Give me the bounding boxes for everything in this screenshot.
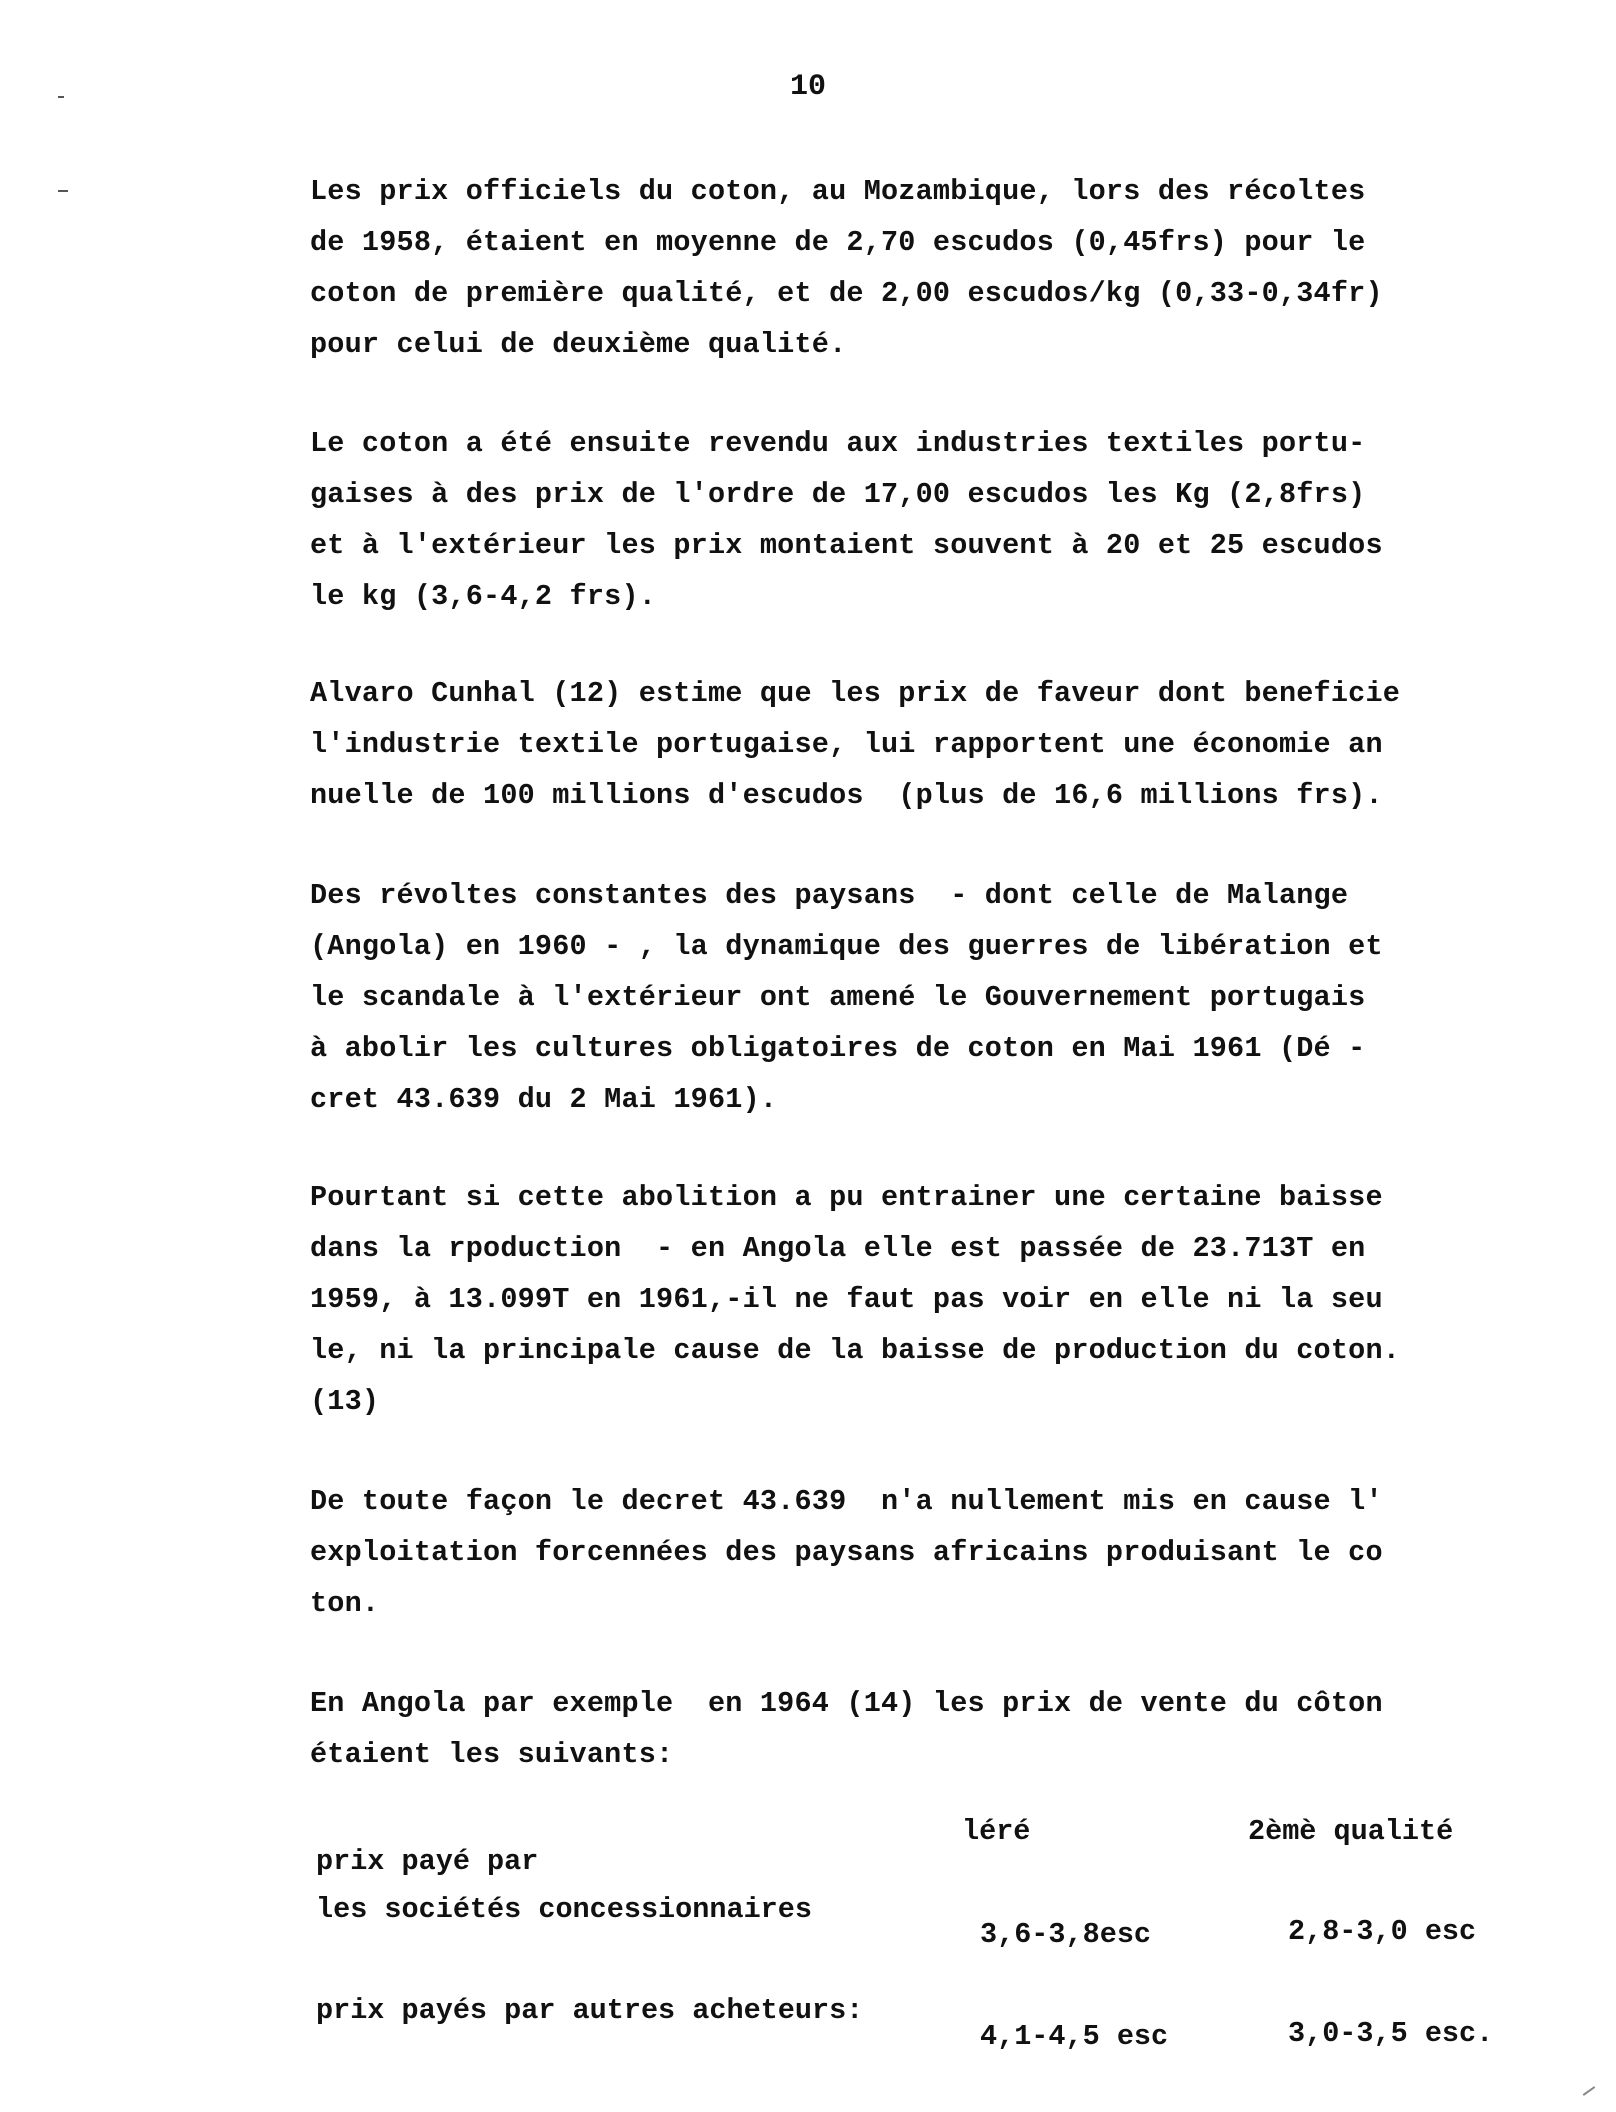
text-line: ton. — [310, 1587, 380, 1620]
text-line: coton de première qualité, et de 2,00 escudos/kg (0,33-0,34fr) — [310, 277, 1383, 310]
table-cell: 2,8-3,0 esc — [1288, 1915, 1477, 1948]
text-line: Alvaro Cunhal (12) estime que les prix de faveur dont beneficie — [310, 677, 1401, 710]
corner-mark — [1583, 2086, 1596, 2096]
table-header-first-quality: léré — [962, 1815, 1031, 1848]
paragraph — [310, 166, 1610, 370]
text-line: le scandale à l'extérieur ont amené le Gouvernement portugais — [310, 981, 1366, 1014]
text-line: nuelle de 100 millions d'escudos (plus de 16,6 millions frs). — [310, 779, 1383, 812]
text-line: 1959, à 13.099T en 1961,-il ne faut pas voir en elle ni la seu — [310, 1283, 1383, 1316]
table-cell: 3,0-3,5 esc. — [1288, 2017, 1494, 2050]
text-line: l'industrie textile portugaise, lui rapportent une économie an — [310, 728, 1383, 761]
text-line: le, ni la principale cause de la baisse de production du coton. — [310, 1334, 1401, 1367]
paragraph — [310, 1476, 1610, 1629]
text-line: De toute façon le decret 43.639 n'a nullement mis en cause l' — [310, 1485, 1383, 1518]
text-line: Le coton a été ensuite revendu aux industries textiles portu- — [310, 427, 1366, 460]
text-line: Pourtant si cette abolition a pu entrainer une certaine baisse — [310, 1181, 1383, 1214]
paragraph — [310, 418, 1610, 622]
text-line: cret 43.639 du 2 Mai 1961). — [310, 1083, 778, 1116]
paragraph — [310, 668, 1610, 821]
text-line: En Angola par exemple en 1964 (14) les prix de vente du côton — [310, 1687, 1383, 1720]
text-line: étaient les suivants: — [310, 1738, 674, 1771]
text-line: à abolir les cultures obligatoires de coton en Mai 1961 (Dé - — [310, 1032, 1366, 1065]
table-cell: 4,1-4,5 esc — [980, 2020, 1169, 2053]
table-row-label: prix payés par autres acheteurs: — [316, 1994, 864, 2027]
text-line: de 1958, étaient en moyenne de 2,70 escudos (0,45frs) pour le — [310, 226, 1366, 259]
paragraph — [310, 870, 1610, 1125]
text-line: gaises à des prix de l'ordre de 17,00 escudos les Kg (2,8frs) — [310, 478, 1366, 511]
page-number: 10 — [789, 70, 826, 104]
text-line: dans la rpoduction - en Angola elle est passée de 23.713T en — [310, 1232, 1366, 1265]
text-line: Des révoltes constantes des paysans - dont celle de Malange — [310, 879, 1349, 912]
text-line: et à l'extérieur les prix montaient souvent à 20 et 25 escudos — [310, 529, 1383, 562]
paragraph — [310, 1678, 1610, 1780]
text-line: Les prix officiels du coton, au Mozambique, lors des récoltes — [310, 175, 1366, 208]
table-row-label: prix payé par — [316, 1845, 539, 1878]
table-cell: 3,6-3,8esc — [980, 1918, 1152, 1951]
margin-mark — [58, 96, 64, 98]
text-line: (Angola) en 1960 - , la dynamique des guerres de libération et — [310, 930, 1383, 963]
paragraph — [310, 1172, 1610, 1427]
text-line: le kg (3,6-4,2 frs). — [310, 580, 657, 613]
table-header-second-quality: 2èmè qualité — [1248, 1815, 1454, 1848]
text-line: pour celui de deuxième qualité. — [310, 328, 847, 361]
margin-mark — [58, 190, 68, 192]
text-line: exploitation forcennées des paysans africains produisant le co — [310, 1536, 1383, 1569]
table-row-label: les sociétés concessionnaires — [316, 1893, 812, 1926]
text-line: (13) — [310, 1385, 380, 1418]
